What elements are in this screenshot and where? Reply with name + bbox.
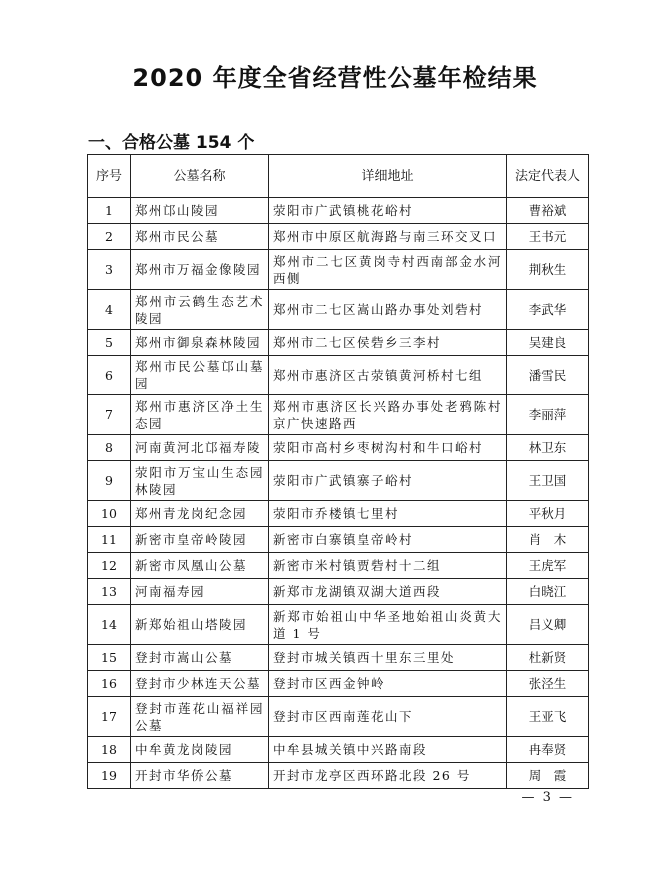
cell-representative: 荆秋生 <box>507 250 589 290</box>
cell-name: 郑州市惠济区净土生态园 <box>131 395 269 435</box>
cell-name: 登封市嵩山公墓 <box>131 645 269 671</box>
table-row <box>88 763 589 789</box>
cell-no: 11 <box>88 527 131 553</box>
cell-name: 郑州市御泉森林陵园 <box>131 330 269 356</box>
cell-representative: 王虎军 <box>507 553 589 579</box>
cell-address: 荥阳市乔楼镇七里村 <box>269 501 507 527</box>
header-no: 序号 <box>88 155 131 198</box>
cell-representative: 李武华 <box>507 290 589 330</box>
table-body <box>88 198 589 789</box>
cell-address: 中牟县城关镇中兴路南段 <box>269 737 507 763</box>
cell-name: 河南黄河北邙福寿陵 <box>131 435 269 461</box>
cell-no: 9 <box>88 461 131 501</box>
header-representative: 法定代表人 <box>507 155 589 198</box>
cell-address: 登封市城关镇西十里东三里处 <box>269 645 507 671</box>
cell-address: 郑州市惠济区古荥镇黄河桥村七组 <box>269 356 507 395</box>
cell-address: 郑州市惠济区长兴路办事处老鸦陈村京广快速路西 <box>269 395 507 435</box>
cell-representative: 周 霞 <box>507 763 589 789</box>
cell-no: 4 <box>88 290 131 330</box>
cell-name: 郑州市民公墓邙山墓园 <box>131 356 269 395</box>
table-row <box>88 645 589 671</box>
cell-name: 郑州青龙岗纪念园 <box>131 501 269 527</box>
header-address: 详细地址 <box>269 155 507 198</box>
cell-no: 1 <box>88 198 131 224</box>
table-row <box>88 697 589 737</box>
table-row <box>88 737 589 763</box>
cell-no: 13 <box>88 579 131 605</box>
cell-name: 郑州市民公墓 <box>131 224 269 250</box>
cell-name: 开封市华侨公墓 <box>131 763 269 789</box>
cell-address: 郑州市二七区黄岗寺村西南部金水河西侧 <box>269 250 507 290</box>
cell-representative: 王卫国 <box>507 461 589 501</box>
cell-address: 郑州市二七区嵩山路办事处刘砦村 <box>269 290 507 330</box>
table-header-row <box>88 155 589 198</box>
cell-no: 3 <box>88 250 131 290</box>
cell-representative: 冉奉贤 <box>507 737 589 763</box>
cell-representative: 王书元 <box>507 224 589 250</box>
cell-representative: 平秋月 <box>507 501 589 527</box>
cell-name: 河南福寿园 <box>131 579 269 605</box>
cell-no: 16 <box>88 671 131 697</box>
cell-representative: 李丽萍 <box>507 395 589 435</box>
cell-no: 18 <box>88 737 131 763</box>
cell-address: 荥阳市高村乡枣树沟村和牛口峪村 <box>269 435 507 461</box>
cell-no: 7 <box>88 395 131 435</box>
table-row <box>88 605 589 645</box>
document-title: 2020 年度全省经营性公墓年检结果 <box>132 64 538 92</box>
cell-address: 郑州市中原区航海路与南三环交叉口 <box>269 224 507 250</box>
cell-name: 登封市少林连天公墓 <box>131 671 269 697</box>
page-number: — 3 — <box>521 790 574 805</box>
cell-no: 17 <box>88 697 131 737</box>
cell-representative: 白晓江 <box>507 579 589 605</box>
table-row <box>88 527 589 553</box>
cell-representative: 吴建良 <box>507 330 589 356</box>
cell-address: 郑州市二七区侯砦乡三李村 <box>269 330 507 356</box>
cell-no: 15 <box>88 645 131 671</box>
cell-no: 2 <box>88 224 131 250</box>
cell-address: 登封市区西南莲花山下 <box>269 697 507 737</box>
table-row <box>88 198 589 224</box>
table-row <box>88 461 589 501</box>
cell-no: 5 <box>88 330 131 356</box>
cell-no: 19 <box>88 763 131 789</box>
cell-address: 新郑市龙湖镇双湖大道西段 <box>269 579 507 605</box>
cell-name: 新密市皇帝岭陵园 <box>131 527 269 553</box>
cell-address: 荥阳市广武镇寨子峪村 <box>269 461 507 501</box>
table-row <box>88 501 589 527</box>
cell-address: 新郑市始祖山中华圣地始祖山炎黄大道 1 号 <box>269 605 507 645</box>
cell-name: 郑州邙山陵园 <box>131 198 269 224</box>
cell-address: 开封市龙亭区西环路北段 26 号 <box>269 763 507 789</box>
section-heading: 一、合格公墓 154 个 <box>88 133 255 153</box>
table-row <box>88 224 589 250</box>
cell-name: 新密市凤凰山公墓 <box>131 553 269 579</box>
cell-no: 10 <box>88 501 131 527</box>
table-row <box>88 330 589 356</box>
cell-address: 登封市区西金钟岭 <box>269 671 507 697</box>
header-name: 公墓名称 <box>131 155 269 198</box>
cell-address: 新密市白寨镇皇帝岭村 <box>269 527 507 553</box>
cell-representative: 吕义卿 <box>507 605 589 645</box>
cell-representative: 张泾生 <box>507 671 589 697</box>
cell-name: 中牟黄龙岗陵园 <box>131 737 269 763</box>
table-row <box>88 553 589 579</box>
cell-representative: 王亚飞 <box>507 697 589 737</box>
table-row <box>88 395 589 435</box>
table-row <box>88 356 589 395</box>
table-row <box>88 250 589 290</box>
cell-no: 6 <box>88 356 131 395</box>
cemetery-table <box>87 154 589 789</box>
cell-name: 新郑始祖山塔陵园 <box>131 605 269 645</box>
cell-representative: 肖 木 <box>507 527 589 553</box>
table-row <box>88 290 589 330</box>
cell-representative: 潘雪民 <box>507 356 589 395</box>
cell-no: 12 <box>88 553 131 579</box>
table-row <box>88 671 589 697</box>
table-row <box>88 579 589 605</box>
cell-representative: 曹裕斌 <box>507 198 589 224</box>
table-row <box>88 435 589 461</box>
cell-no: 14 <box>88 605 131 645</box>
cell-name: 荥阳市万宝山生态园林陵园 <box>131 461 269 501</box>
cell-representative: 林卫东 <box>507 435 589 461</box>
cell-address: 新密市米村镇贾砦村十二组 <box>269 553 507 579</box>
cell-name: 登封市莲花山福祥园公墓 <box>131 697 269 737</box>
cell-representative: 杜新贤 <box>507 645 589 671</box>
cell-address: 荥阳市广武镇桃花峪村 <box>269 198 507 224</box>
cell-name: 郑州市万福金像陵园 <box>131 250 269 290</box>
cell-no: 8 <box>88 435 131 461</box>
cell-name: 郑州市云鹤生态艺术陵园 <box>131 290 269 330</box>
